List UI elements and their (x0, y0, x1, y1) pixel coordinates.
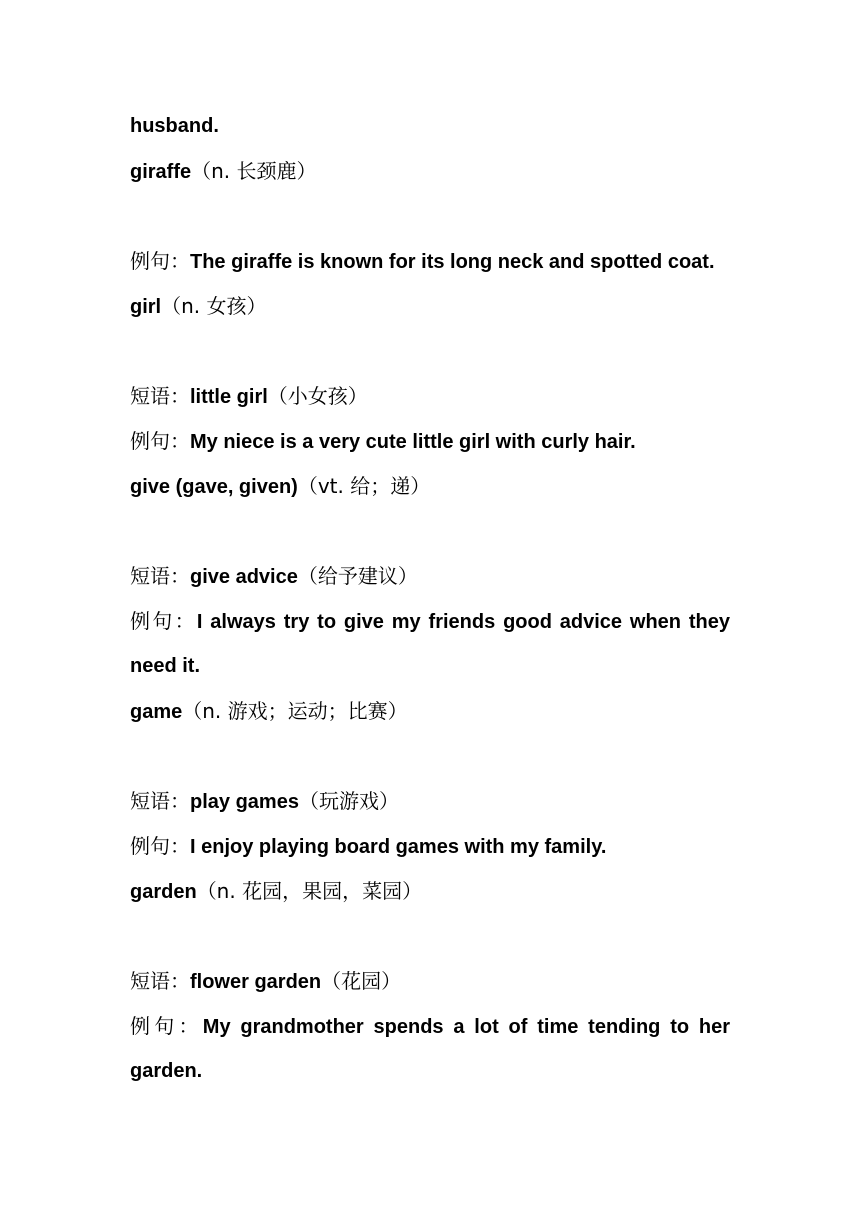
example-sentence (130, 239, 730, 284)
example-prefix: 例句： (130, 429, 190, 453)
vocab-entry-give (130, 464, 730, 509)
example-sentence (130, 419, 730, 464)
phrase-text: give advice (190, 566, 298, 588)
example-prefix: 例句： (130, 609, 197, 633)
example-sentence (130, 599, 730, 644)
phrase-text: little girl (190, 386, 268, 408)
example-text: need it. (130, 655, 201, 677)
vocab-entry-giraffe (130, 149, 730, 194)
vocab-word: girl (130, 296, 162, 318)
example-prefix: 例句： (130, 249, 190, 273)
example-text: I enjoy playing board games with my family. (190, 836, 607, 858)
vocab-gloss: （n. 花园，果园，菜园） (196, 879, 423, 903)
example-continuation (130, 1049, 730, 1094)
phrase-line (130, 779, 730, 824)
phrase-prefix: 短语： (130, 969, 190, 993)
vocab-word: garden (130, 881, 197, 903)
phrase-text: flower garden (190, 971, 322, 993)
example-text: The giraffe is known for its long neck and spotted coat. (190, 251, 715, 273)
vocab-entry-girl (130, 284, 730, 329)
vocab-gloss: （vt. 给；递） (297, 474, 431, 498)
phrase-line (130, 554, 730, 599)
phrase-line (130, 374, 730, 419)
vocab-word: give (gave, given) (130, 476, 298, 498)
phrase-gloss: （玩游戏） (298, 789, 399, 813)
document-page (130, 0, 730, 1216)
phrase-prefix: 短语： (130, 564, 190, 588)
example-text: My grandmother spends a lot of time tending to her (202, 1016, 731, 1038)
phrase-prefix: 短语： (130, 384, 190, 408)
vocab-entry-game (130, 689, 730, 734)
phrase-gloss: （花园） (321, 969, 402, 993)
phrase-gloss: （小女孩） (267, 384, 368, 408)
vocab-word: game (130, 701, 183, 723)
example-text: My niece is a very cute little girl with curly hair. (190, 431, 636, 453)
vocab-word: giraffe (130, 161, 192, 183)
example-prefix: 例句： (130, 1014, 203, 1038)
vocab-entry-garden (130, 869, 730, 914)
vocab-gloss: （n. 游戏；运动；比赛） (182, 699, 408, 723)
example-continuation (130, 644, 730, 689)
phrase-line (130, 959, 730, 1004)
example-text: husband. (130, 115, 219, 137)
example-sentence (130, 824, 730, 869)
vocab-gloss: （n. 女孩） (161, 294, 267, 318)
phrase-prefix: 短语： (130, 789, 190, 813)
example-continuation (130, 104, 730, 149)
example-text: I always try to give my friends good advice when they (196, 611, 730, 633)
vocab-gloss: （n. 长颈鹿） (191, 159, 317, 183)
example-sentence (130, 1004, 730, 1049)
phrase-gloss: （给予建议） (297, 564, 418, 588)
phrase-text: play games (190, 791, 299, 813)
example-prefix: 例句： (130, 834, 190, 858)
example-text: garden. (130, 1060, 203, 1082)
